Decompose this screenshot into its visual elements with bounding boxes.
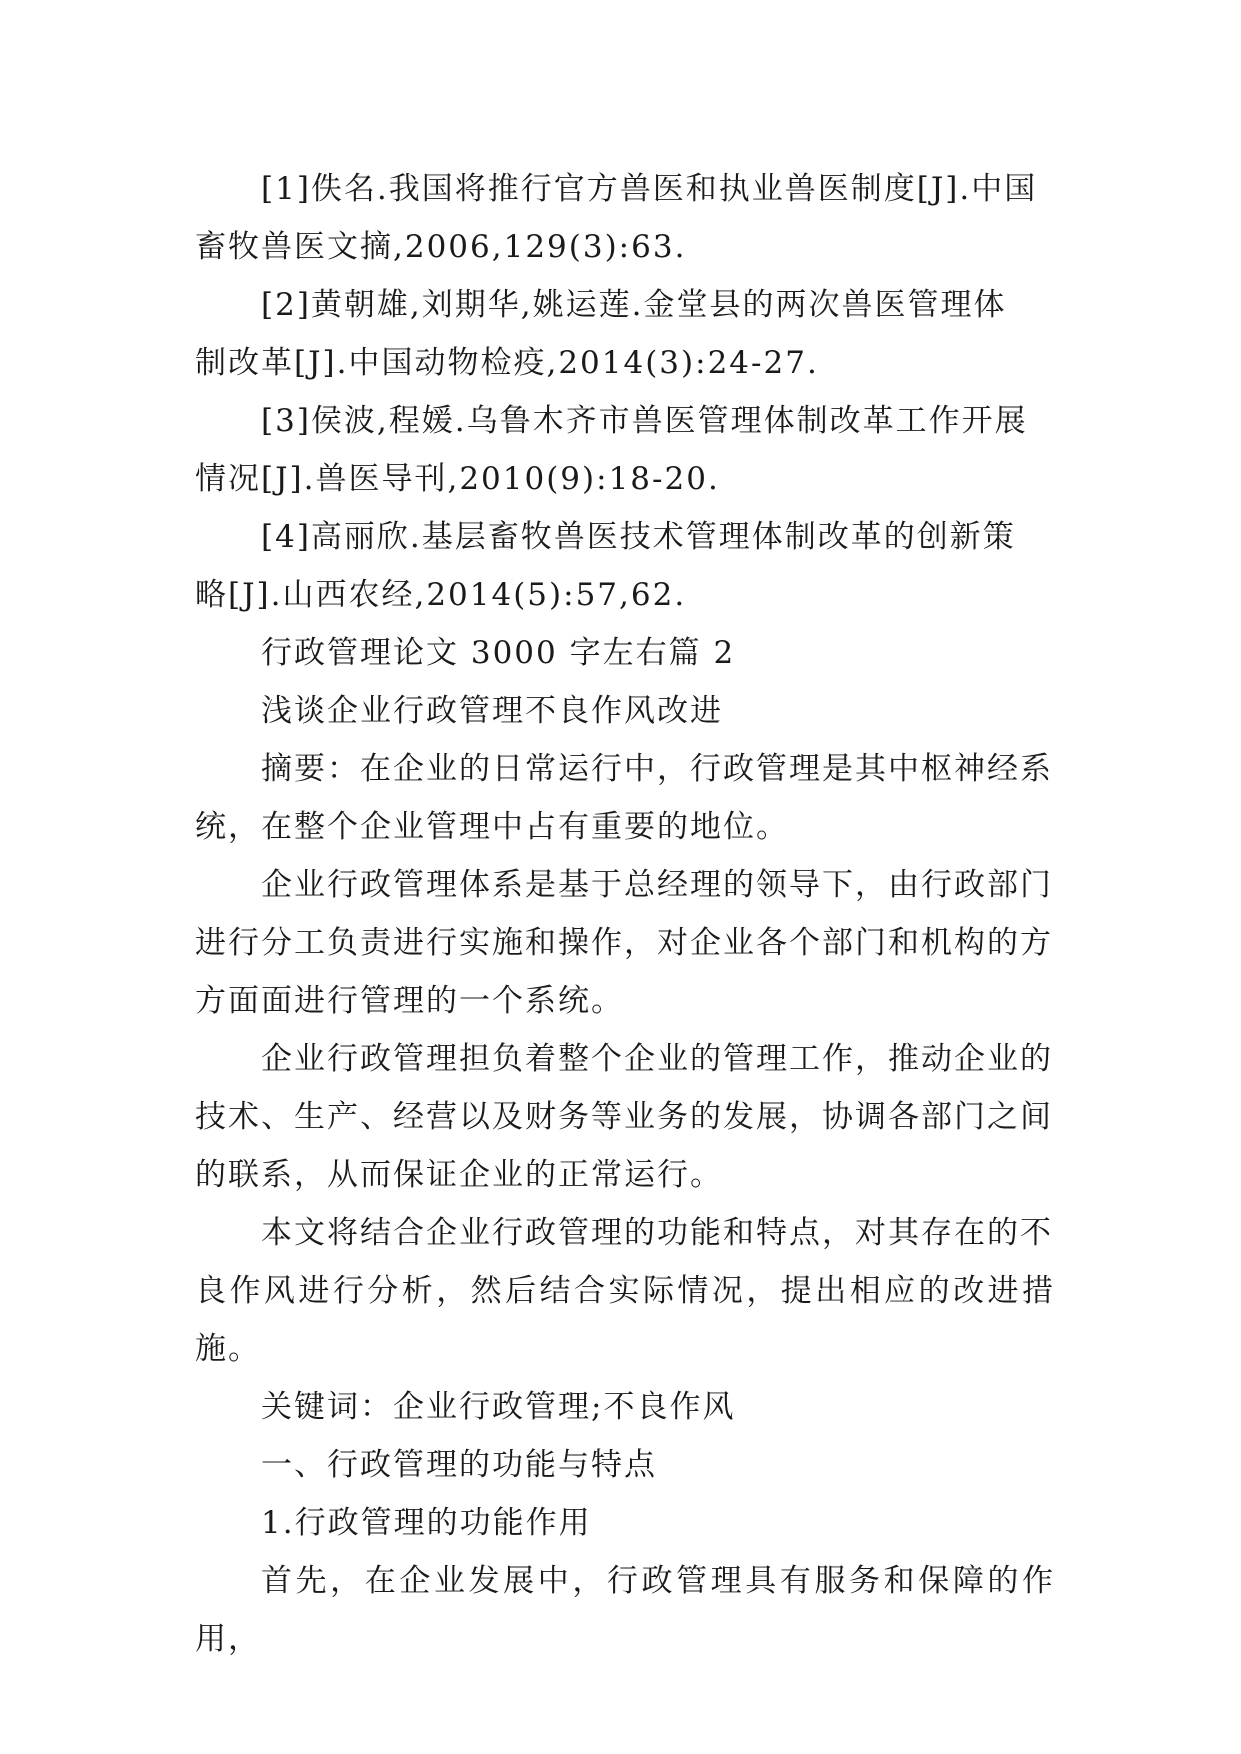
article-title <box>195 682 1055 740</box>
text-line: 企业行政管理体系是基于总经理的领导下，由行政部门 <box>261 867 1053 903</box>
text-line: [1]佚名.我国将推行官方兽医和执业兽医制度[J].中国 <box>261 171 1038 207</box>
text-line: 摘要：在企业的日常运行中，行政管理是其中枢神经系 <box>261 751 1053 787</box>
text-line: 的联系，从而保证企业的正常运行。 <box>195 1157 723 1193</box>
reference-3 <box>195 392 1055 508</box>
heading-subsection-1 <box>195 1494 1055 1552</box>
text-line: 情况[J].兽医导刊,2010(9):18-20. <box>195 461 720 497</box>
body-paragraph-3 <box>195 1204 1055 1378</box>
document-body <box>195 160 1055 1668</box>
heading-section-1 <box>195 1436 1055 1494</box>
text-line: 一、行政管理的功能与特点 <box>261 1447 657 1483</box>
body-paragraph-2 <box>195 1030 1055 1204</box>
reference-1 <box>195 160 1055 276</box>
text-line: [3]侯波,程媛.乌鲁木齐市兽医管理体制改革工作开展 <box>261 403 1028 439</box>
text-line: 关键词：企业行政管理;不良作风 <box>261 1389 736 1425</box>
text-line: 本文将结合企业行政管理的功能和特点，对其存在的不 <box>261 1215 1053 1251</box>
text-line: 浅谈企业行政管理不良作风改进 <box>261 693 723 729</box>
text-line: 技术、生产、经营以及财务等业务的发展，协调各部门之间 <box>195 1099 1053 1135</box>
text-line: 行政管理论文 3000 字左右篇 2 <box>261 635 736 671</box>
text-line: 统，在整个企业管理中占有重要的地位。 <box>195 809 789 845</box>
text-line: 略[J].山西农经,2014(5):57,62. <box>195 577 687 613</box>
text-line: 进行分工负责进行实施和操作，对企业各个部门和机构的方 <box>195 925 1053 961</box>
reference-4 <box>195 508 1055 624</box>
body-paragraph-1 <box>195 856 1055 1030</box>
text-line: 良作风进行分析，然后结合实际情况，提出相应的改进措施。 <box>195 1273 1055 1367</box>
body-paragraph-4 <box>195 1552 1055 1668</box>
section-heading <box>195 624 1055 682</box>
text-line: [2]黄朝雄,刘期华,姚运莲.金堂县的两次兽医管理体 <box>261 287 1007 323</box>
keywords <box>195 1378 1055 1436</box>
reference-2 <box>195 276 1055 392</box>
text-line: 1.行政管理的功能作用 <box>261 1505 592 1541</box>
text-line: 首先，在企业发展中，行政管理具有服务和保障的作用， <box>195 1563 1055 1657</box>
text-line: 畜牧兽医文摘,2006,129(3):63. <box>195 229 687 265</box>
abstract <box>195 740 1055 856</box>
text-line: 方面面进行管理的一个系统。 <box>195 983 624 1019</box>
text-line: 企业行政管理担负着整个企业的管理工作，推动企业的 <box>261 1041 1053 1077</box>
text-line: [4]高丽欣.基层畜牧兽医技术管理体制改革的创新策 <box>261 519 1016 555</box>
text-line: 制改革[J].中国动物检疫,2014(3):24-27. <box>195 345 819 381</box>
